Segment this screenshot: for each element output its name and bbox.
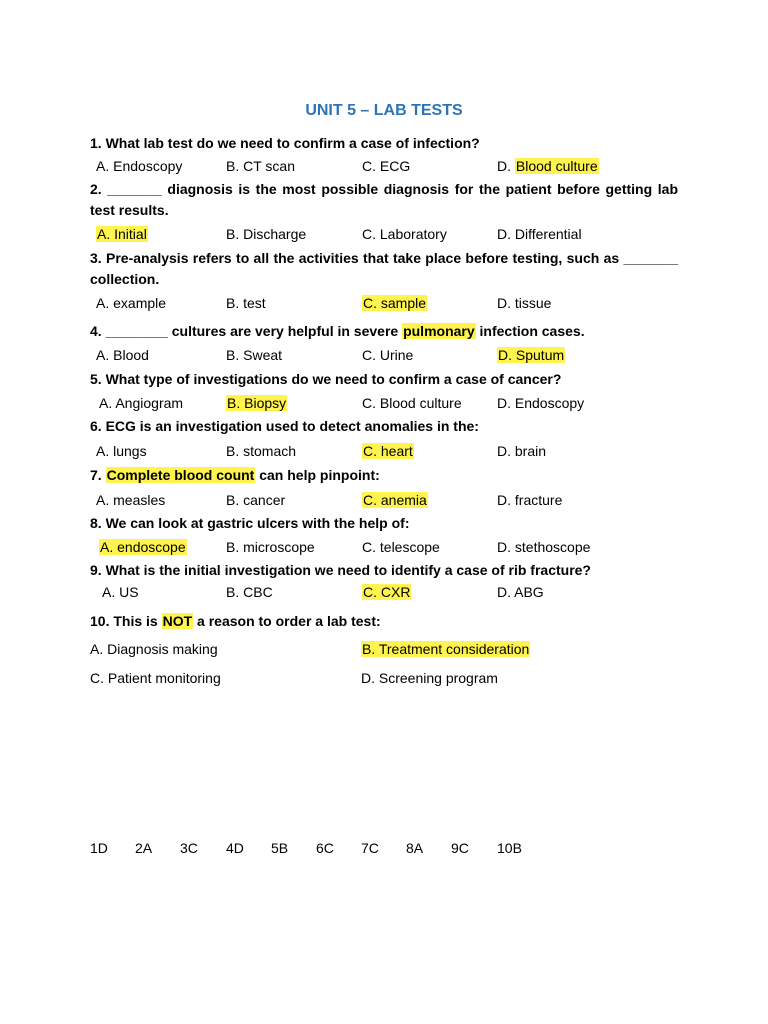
- q2-correct-highlight: A. Initial: [97, 226, 147, 242]
- q1-option-b: B. CT scan: [226, 158, 295, 174]
- q10-option-c: C. Patient monitoring: [90, 670, 221, 686]
- q7-option-c: [362, 490, 428, 510]
- q6-option-d: D. brain: [497, 443, 547, 459]
- q4-option-a: A. Blood: [96, 347, 149, 363]
- q4-option-b: B. Sweat: [226, 347, 283, 363]
- answer-key-item: 2A: [135, 840, 153, 856]
- q10-option-a: A. Diagnosis making: [90, 641, 218, 657]
- question-9: 9. What is the initial investigation we need to identify a case of rib fracture?: [90, 562, 591, 578]
- q1-option-d-prefix: D.: [497, 158, 515, 174]
- q5-option-c: C. Blood culture: [362, 395, 462, 411]
- q7-option-b: B. cancer: [226, 492, 286, 508]
- q9-correct-highlight: C. CXR: [363, 584, 411, 600]
- q9-option-c: [362, 582, 411, 602]
- question-10: [90, 611, 678, 632]
- q9-option-d: D. ABG: [497, 584, 544, 600]
- q4-text-start: 4. ________ cultures are very helpful in severe: [90, 323, 403, 339]
- q4-option-c: C. Urine: [362, 347, 414, 363]
- q10-option-b: [361, 639, 530, 659]
- q4-text-end: infection cases.: [475, 323, 585, 339]
- answer-key-item: 10B: [497, 840, 522, 856]
- q1-option-a: A. Endoscopy: [96, 158, 183, 174]
- answer-key-item: 4D: [226, 840, 244, 856]
- question-5: 5. What type of investigations do we need to confirm a case of cancer?: [90, 371, 562, 387]
- question-4: [90, 321, 678, 342]
- q10-keyword-highlight: NOT: [162, 613, 193, 629]
- q10-option-d: D. Screening program: [361, 670, 498, 686]
- q2-option-b: B. Discharge: [226, 226, 307, 242]
- q1-option-d: [497, 156, 599, 176]
- question-2: 2. _______ diagnosis is the most possible diagnosis for the patient before getting lab test results.: [90, 181, 678, 218]
- question-3: 3. Pre-analysis refers to all the activities that take place before testing, such as _______ collection.: [90, 250, 678, 287]
- q2-option-d: D. Differential: [497, 226, 582, 242]
- q10-text-start: 10. This is: [90, 613, 162, 629]
- question-8: 8. We can look at gastric ulcers with the help of:: [90, 515, 410, 531]
- q8-option-c: C. telescope: [362, 539, 440, 555]
- q6-option-a: A. lungs: [96, 443, 147, 459]
- question-7: [90, 465, 678, 486]
- question-1: 1. What lab test do we need to confirm a case of infection?: [90, 135, 480, 151]
- q1-correct-highlight: Blood culture: [515, 158, 598, 174]
- q3-option-d: D. tissue: [497, 295, 552, 311]
- q7-correct-highlight: C. anemia: [363, 492, 427, 508]
- q8-correct-highlight: A. endoscope: [100, 539, 186, 555]
- q8-option-b: B. microscope: [226, 539, 315, 555]
- answer-key-item: 3C: [180, 840, 198, 856]
- q3-option-c: [362, 293, 427, 313]
- answer-key-item: 9C: [451, 840, 469, 856]
- q7-option-a: A. measles: [96, 492, 166, 508]
- q10-correct-highlight: B. Treatment consideration: [362, 641, 530, 657]
- question-6: 6. ECG is an investigation used to detect anomalies in the:: [90, 418, 479, 434]
- q4-option-d: [497, 345, 565, 365]
- q8-option-a: [99, 537, 187, 557]
- answer-key-item: 1D: [90, 840, 108, 856]
- q6-option-b: B. stomach: [226, 443, 297, 459]
- q8-option-d: D. stethoscope: [497, 539, 591, 555]
- q5-option-a: A. Angiogram: [99, 395, 184, 411]
- q6-option-c: [362, 441, 414, 461]
- q9-option-a: A. US: [102, 584, 139, 600]
- q7-text-end: can help pinpoint:: [255, 467, 380, 483]
- q7-option-d: D. fracture: [497, 492, 563, 508]
- page-title: UNIT 5 – LAB TESTS: [305, 102, 463, 119]
- q3-option-b: B. test: [226, 295, 266, 311]
- answer-key-item: 5B: [271, 840, 289, 856]
- answer-key-item: 7C: [361, 840, 379, 856]
- q1-option-c: C. ECG: [362, 158, 411, 174]
- answer-key-item: 8A: [406, 840, 424, 856]
- q5-option-b: [226, 393, 287, 413]
- answer-key-item: 6C: [316, 840, 334, 856]
- q3-correct-highlight: C. sample: [363, 295, 427, 311]
- q5-option-d: D. Endoscopy: [497, 395, 585, 411]
- q3-option-a: A. example: [96, 295, 167, 311]
- q7-text-start: 7.: [90, 467, 106, 483]
- q5-correct-highlight: B. Biopsy: [227, 395, 287, 411]
- q4-keyword-highlight: pulmonary: [403, 323, 475, 339]
- q2-option-c: C. Laboratory: [362, 226, 447, 242]
- q2-option-a: [96, 224, 148, 244]
- q9-option-b: B. CBC: [226, 584, 273, 600]
- q10-text-end: a reason to order a lab test:: [193, 613, 381, 629]
- q7-keyword-highlight: Complete blood count: [106, 467, 255, 483]
- q4-correct-highlight: D. Sputum: [498, 347, 565, 363]
- q6-correct-highlight: C. heart: [363, 443, 413, 459]
